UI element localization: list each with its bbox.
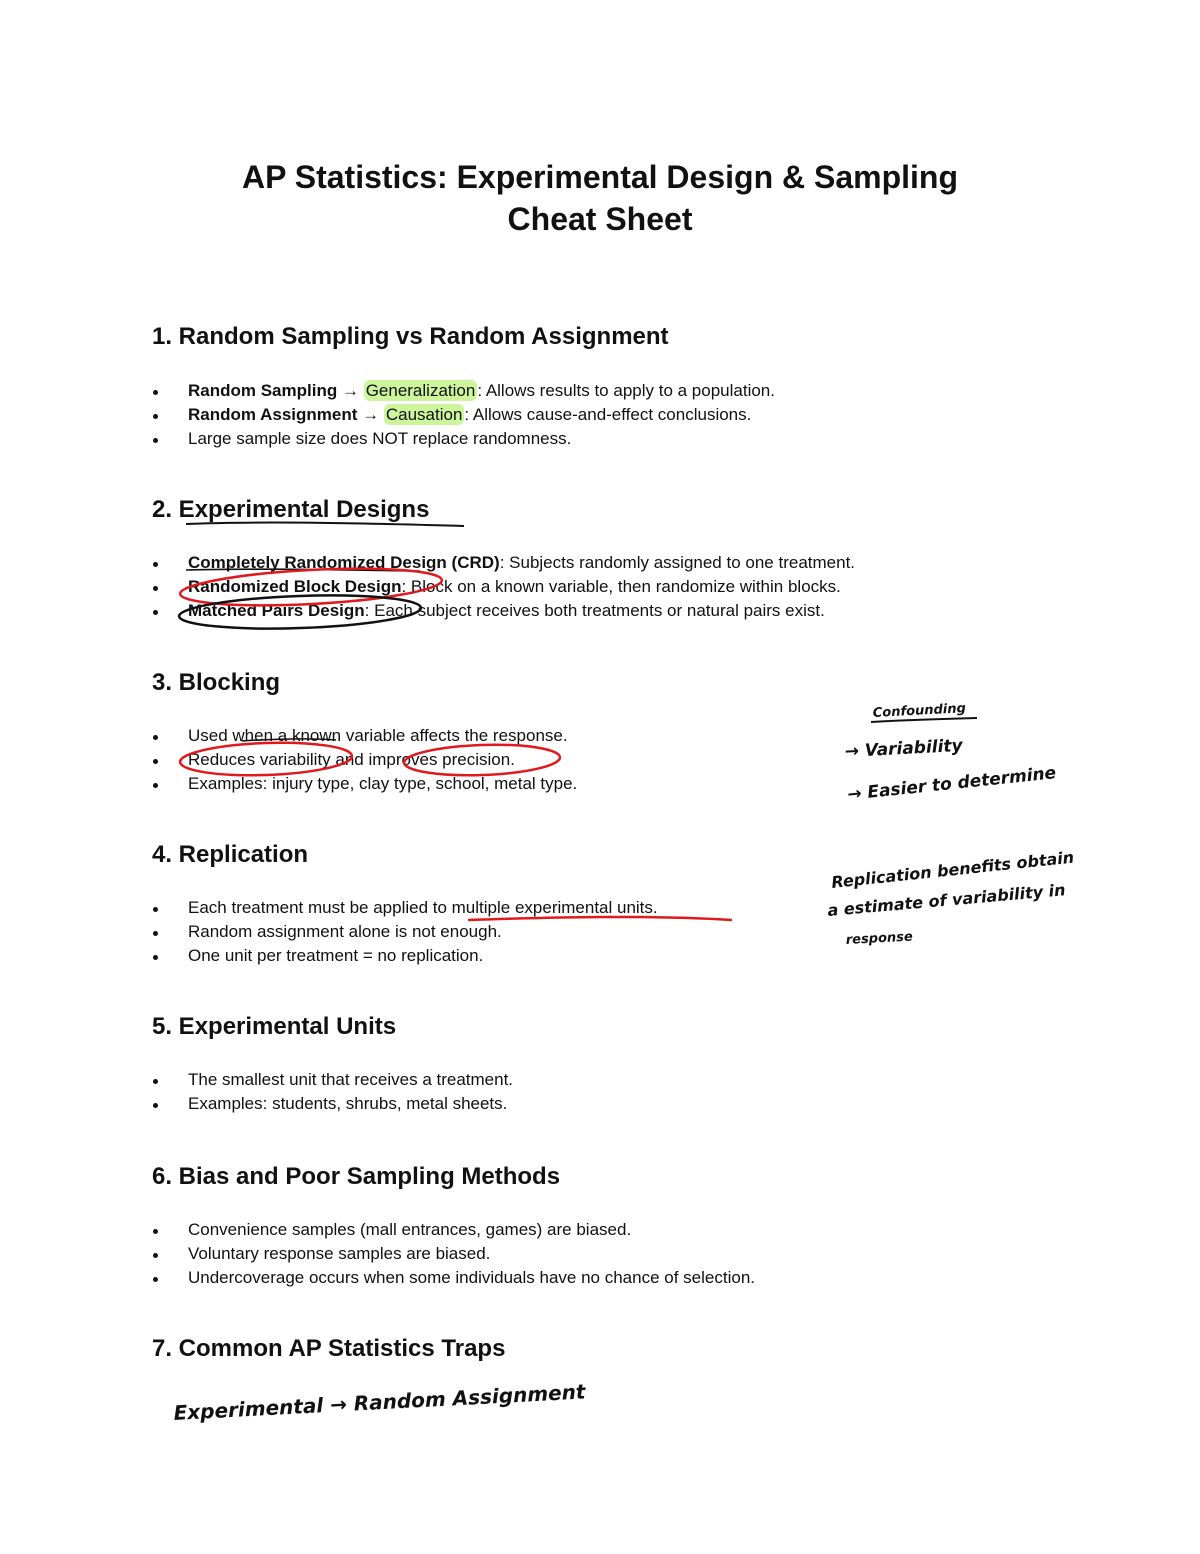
list-item [152, 599, 855, 623]
list-item [152, 1218, 755, 1242]
item-text: Examples: students, shrubs, metal sheets. [188, 1094, 508, 1113]
bullet-list [152, 1068, 513, 1116]
highlighted-term: Causation [385, 405, 463, 424]
item-text: Undercoverage occurs when some individuals have no chance of selection. [188, 1268, 755, 1287]
list-item [152, 1266, 755, 1290]
list-item [152, 944, 658, 968]
list-item [152, 575, 855, 599]
list-item [152, 379, 775, 403]
note-line: → Variability [844, 735, 964, 762]
list-item [152, 920, 658, 944]
note-line: a estimate of variability in [826, 880, 1067, 920]
document-title-line-1: AP Statistics: Experimental Design & Sampling [241, 159, 959, 195]
list-item [152, 1242, 755, 1266]
bold-term: Randomized Block Design [188, 577, 402, 596]
list-item [152, 748, 577, 772]
section-heading: 5. Experimental Units [152, 1013, 397, 1040]
bullet-list [152, 896, 658, 968]
bullet-list [152, 379, 775, 451]
bold-term: Random Assignment → [188, 405, 384, 424]
list-item [152, 724, 577, 748]
section-heading: 7. Common AP Statistics Traps [152, 1335, 506, 1362]
ink-underline [871, 718, 977, 722]
item-text: Convenience samples (mall entrances, games) are biased. [188, 1220, 632, 1239]
highlighted-term: Generalization [365, 381, 476, 400]
item-text: Random assignment alone is not enough. [188, 922, 502, 941]
note-line: Replication benefits obtain [830, 847, 1075, 892]
note-line: Experimental → Random Assignment [173, 1379, 586, 1425]
item-text: Voluntary response samples are biased. [188, 1244, 491, 1263]
item-text: : Subjects randomly assigned to one treatment. [499, 553, 856, 572]
list-item [152, 896, 658, 920]
note-line: Confounding [872, 701, 967, 721]
note-line: response [845, 929, 914, 948]
bullet-list [152, 724, 577, 796]
list-item [152, 427, 775, 451]
handwritten-note-replication [827, 848, 1075, 948]
note-line: → Easier to determine [846, 763, 1058, 805]
list-item [152, 1068, 513, 1092]
list-item [152, 403, 775, 427]
bold-term: Completely Randomized Design (CRD) [188, 553, 500, 572]
bullet-list [152, 1218, 755, 1290]
item-text: Large sample size does NOT replace randomness. [188, 429, 572, 448]
list-item [152, 1092, 513, 1116]
handwritten-note-traps [173, 1379, 587, 1425]
bold-term: Random Sampling → [188, 381, 364, 400]
item-text: : Allows cause-and-effect conclusions. [464, 405, 752, 424]
bullet-list [152, 551, 855, 623]
section-heading: 6. Bias and Poor Sampling Methods [152, 1163, 561, 1190]
section-heading: 3. Blocking [152, 669, 281, 696]
section-heading: 2. Experimental Designs [152, 496, 430, 523]
document-title-line-2: Cheat Sheet [507, 201, 693, 237]
list-item [152, 551, 855, 575]
item-text: Examples: injury type, clay type, school, metal type. [188, 774, 578, 793]
item-text: Reduces variability and improves precision. [188, 750, 515, 769]
item-text: The smallest unit that receives a treatment. [188, 1070, 514, 1089]
item-text: : Allows results to apply to a population. [477, 381, 775, 400]
item-text: One unit per treatment = no replication. [188, 946, 484, 965]
item-text: : Each subject receives both treatments or natural pairs exist. [364, 601, 825, 620]
section-heading: 1. Random Sampling vs Random Assignment [152, 323, 669, 350]
bold-term: Matched Pairs Design [188, 601, 365, 620]
section-heading: 4. Replication [152, 841, 309, 868]
item-text: : Block on a known variable, then randomize within blocks. [401, 577, 841, 596]
item-text: Used when a known variable affects the response. [188, 726, 568, 745]
item-text: Each treatment must be applied to multiple experimental units. [188, 898, 658, 917]
handwritten-note-blocking [844, 701, 1057, 805]
list-item [152, 772, 577, 796]
